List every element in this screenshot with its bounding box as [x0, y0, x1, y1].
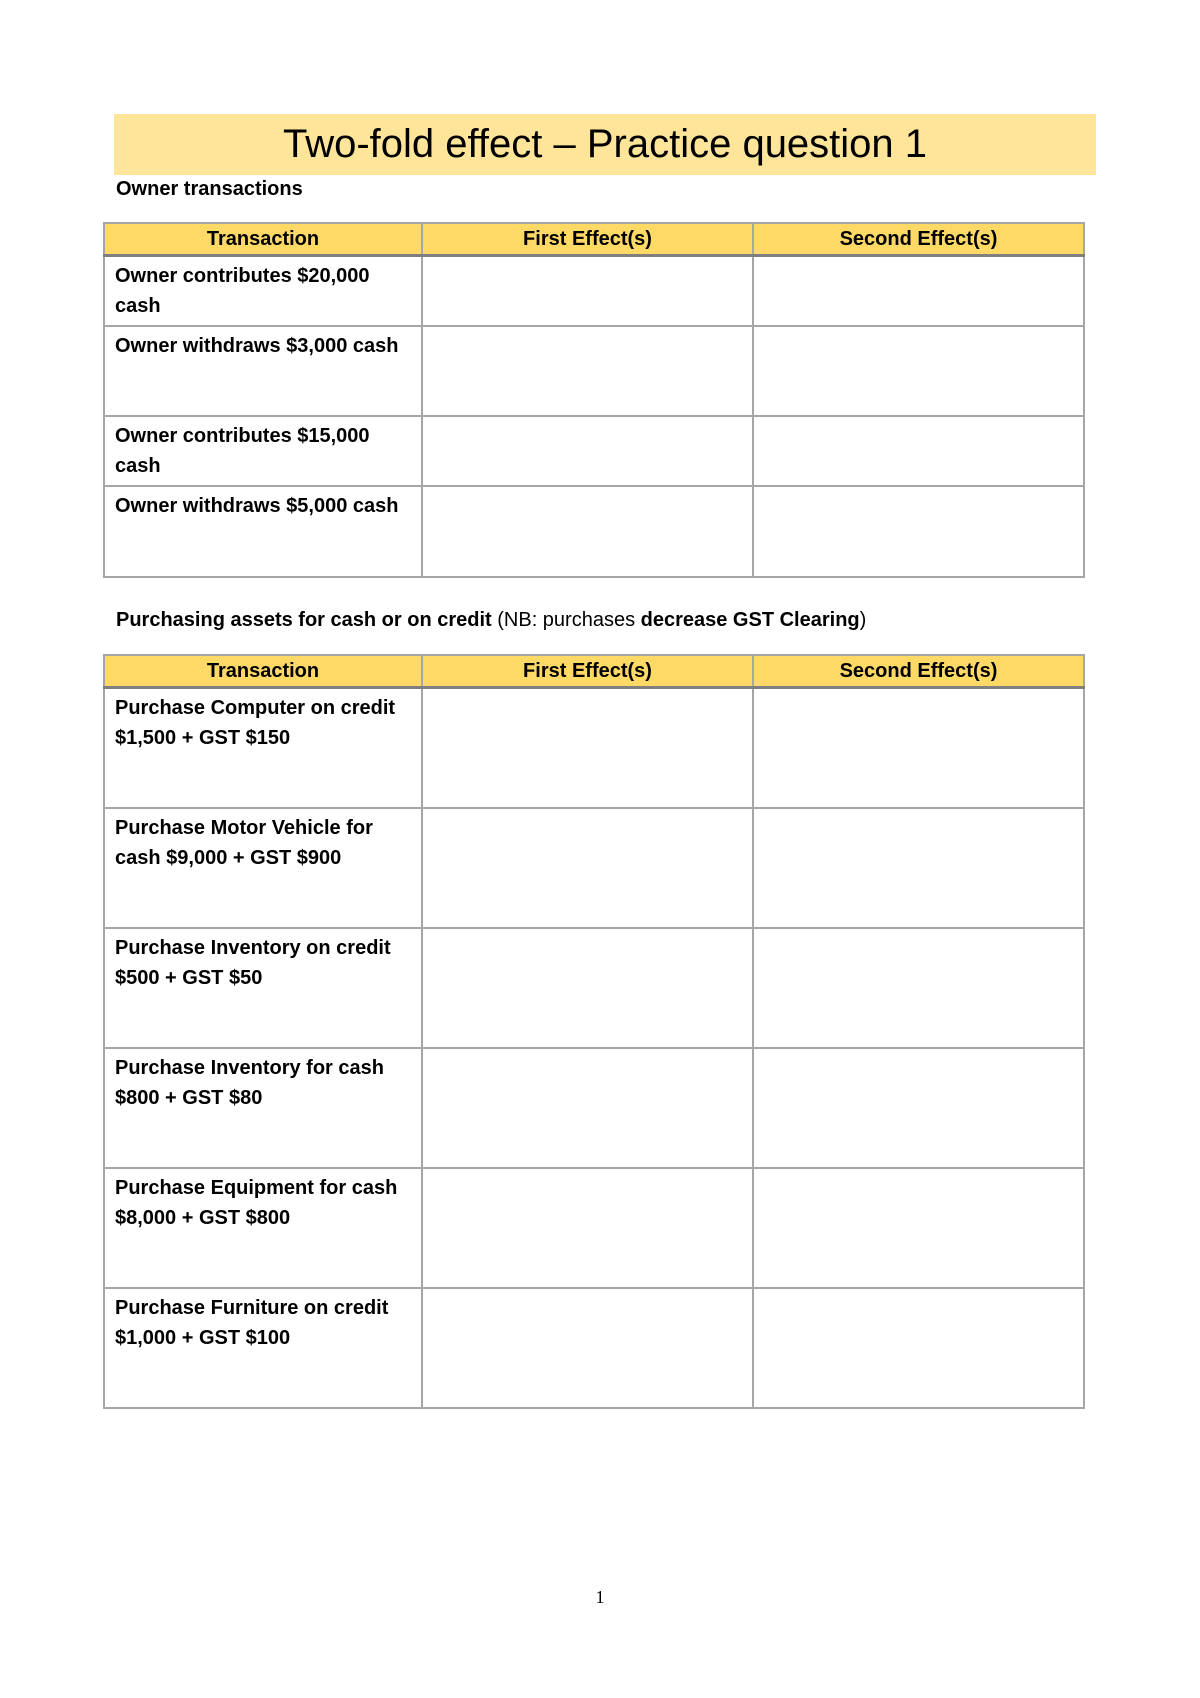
header-first-effect: First Effect(s): [422, 223, 753, 256]
header-second-effect: Second Effect(s): [753, 223, 1084, 256]
purchasing-assets-heading-text: Purchasing assets for cash or on credit: [116, 609, 492, 631]
header-first-effect: First Effect(s): [422, 655, 753, 688]
table-row: [104, 1048, 1084, 1168]
table-row: [104, 1168, 1084, 1288]
second-effect-cell[interactable]: [753, 1048, 1084, 1168]
first-effect-cell[interactable]: [422, 808, 753, 928]
first-effect-cell[interactable]: [422, 928, 753, 1048]
second-effect-cell[interactable]: [753, 1168, 1084, 1288]
transaction-cell: Purchase Equipment for cash $8,000 + GST $800: [104, 1168, 422, 1288]
owner-transactions-table: [103, 222, 1085, 578]
transaction-cell: Owner withdraws $5,000 cash: [104, 486, 422, 577]
transaction-cell: Owner withdraws $3,000 cash: [104, 326, 422, 416]
table-row: [104, 486, 1084, 577]
second-effect-cell[interactable]: [753, 928, 1084, 1048]
table-header-row: [104, 655, 1084, 688]
transaction-cell: Purchase Inventory on credit $500 + GST $50: [104, 928, 422, 1048]
first-effect-cell[interactable]: [422, 486, 753, 577]
header-transaction: Transaction: [104, 223, 422, 256]
header-transaction: Transaction: [104, 655, 422, 688]
first-effect-cell[interactable]: [422, 1048, 753, 1168]
first-effect-cell[interactable]: [422, 256, 753, 327]
table-row: [104, 1288, 1084, 1408]
gst-note: (NB: purchases decrease GST Clearing): [491, 609, 867, 631]
table-row: [104, 808, 1084, 928]
second-effect-cell[interactable]: [753, 416, 1084, 486]
second-effect-cell[interactable]: [753, 486, 1084, 577]
second-effect-cell[interactable]: [753, 808, 1084, 928]
page-title: Two-fold effect – Practice question 1: [282, 122, 928, 166]
page-number: 1: [595, 1587, 605, 1607]
first-effect-cell[interactable]: [422, 416, 753, 486]
table-row: [104, 928, 1084, 1048]
purchasing-assets-table: [103, 654, 1085, 1409]
table-row: [104, 326, 1084, 416]
transaction-cell: Owner contributes $15,000 cash: [104, 416, 422, 486]
transaction-cell: Purchase Furniture on credit $1,000 + GST $100: [104, 1288, 422, 1408]
second-effect-cell[interactable]: [753, 688, 1084, 808]
title-banner: [114, 114, 1096, 175]
transaction-cell: Owner contributes $20,000 cash: [104, 256, 422, 327]
table-header-row: [104, 223, 1084, 256]
table-row: [104, 256, 1084, 327]
table-row: [104, 416, 1084, 486]
transaction-cell: Purchase Inventory for cash $800 + GST $80: [104, 1048, 422, 1168]
second-effect-cell[interactable]: [753, 1288, 1084, 1408]
header-second-effect: Second Effect(s): [753, 655, 1084, 688]
owner-transactions-heading: Owner transactions: [116, 178, 303, 200]
transaction-cell: Purchase Computer on credit $1,500 + GST $150: [104, 688, 422, 808]
first-effect-cell[interactable]: [422, 1288, 753, 1408]
second-effect-cell[interactable]: [753, 256, 1084, 327]
first-effect-cell[interactable]: [422, 1168, 753, 1288]
first-effect-cell[interactable]: [422, 326, 753, 416]
table-row: [104, 688, 1084, 808]
purchasing-assets-heading: [116, 609, 866, 632]
second-effect-cell[interactable]: [753, 326, 1084, 416]
transaction-cell: Purchase Motor Vehicle for cash $9,000 + GST $900: [104, 808, 422, 928]
first-effect-cell[interactable]: [422, 688, 753, 808]
